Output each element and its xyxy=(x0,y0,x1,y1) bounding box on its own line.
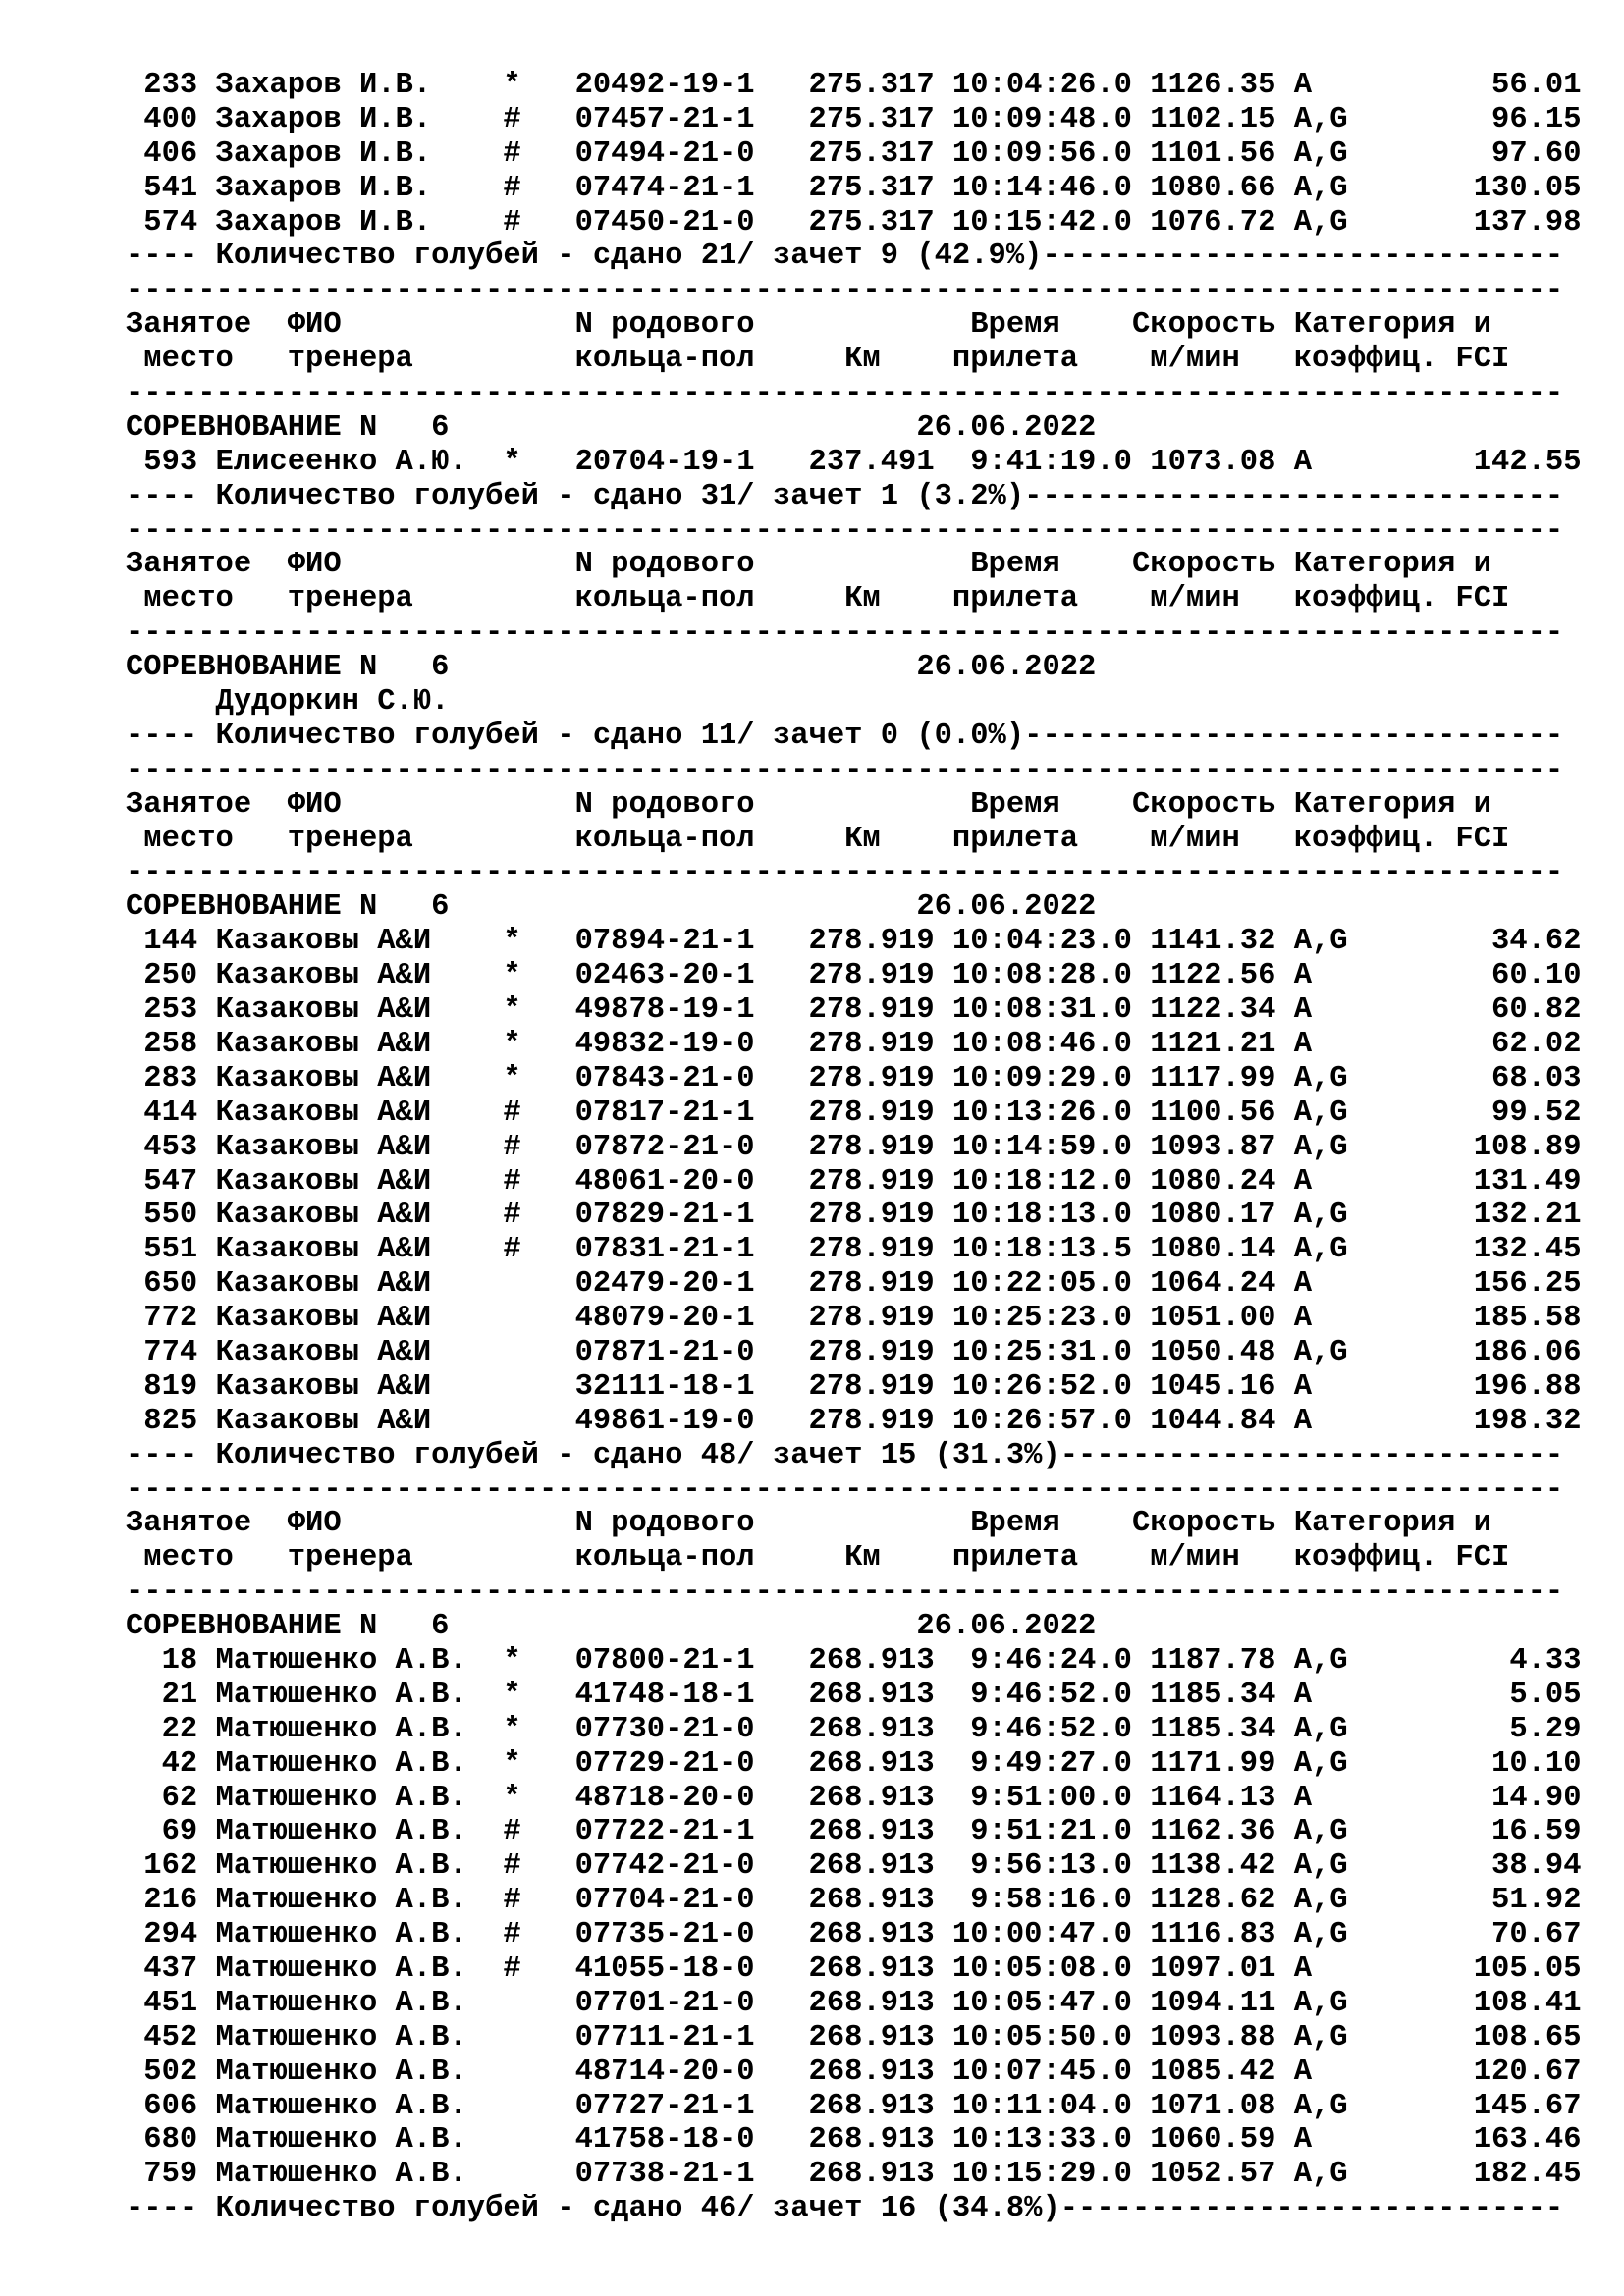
result-row: 294 Матюшенко А.В. # 07735-21-0 268.913 10:00:47.0 1116.83 A,G 70.67 xyxy=(126,1918,1582,1952)
column-header: место тренера кольца-пол Км прилета м/мин коэффиц. FCI xyxy=(126,343,1510,377)
result-row: 283 Казаковы А&И * 07843-21-0 278.919 10:09:29.0 1117.99 A,G 68.03 xyxy=(126,1061,1582,1095)
competition-header: СОРЕВНОВАНИЕ N 6 26.06.2022 xyxy=(126,1610,1097,1644)
competition-header: СОРЕВНОВАНИЕ N 6 26.06.2022 xyxy=(126,410,1097,445)
result-row: 144 Казаковы А&И * 07894-21-1 278.919 10:04:23.0 1141.32 A,G 34.62 xyxy=(126,925,1582,959)
column-header: место тренера кольца-пол Км прилета м/мин коэффиц. FCI xyxy=(126,582,1510,616)
result-row: 451 Матюшенко А.В. 07701-21-0 268.913 10:05:47.0 1094.11 A,G 108.41 xyxy=(126,1986,1582,2020)
result-row: 574 Захаров И.В. # 07450-21-0 275.317 10:15:42.0 1076.72 A,G 137.98 xyxy=(126,205,1582,240)
divider-line: -------------------------------------------------------------------------------- xyxy=(126,856,1564,890)
summary-line: ---- Количество голубей - сдано 46/ зачет 16 (34.8%)---------------------------- xyxy=(126,2192,1564,2226)
result-row: 400 Захаров И.В. # 07457-21-1 275.317 10:09:48.0 1102.15 A,G 96.15 xyxy=(126,102,1582,136)
column-header: Занятое ФИО N родового Время Скорость Категория и xyxy=(126,308,1492,343)
divider-line: -------------------------------------------------------------------------------- xyxy=(126,616,1564,651)
summary-line: ---- Количество голубей - сдано 21/ зачет 9 (42.9%)----------------------------- xyxy=(126,240,1564,274)
result-row: 759 Матюшенко А.В. 07738-21-1 268.913 10:15:29.0 1052.57 A,G 182.45 xyxy=(126,2158,1582,2192)
result-row: 551 Казаковы А&И # 07831-21-1 278.919 10:18:13.5 1080.14 A,G 132.45 xyxy=(126,1233,1582,1267)
result-row: 162 Матюшенко А.В. # 07742-21-0 268.913 9:56:13.0 1138.42 A,G 38.94 xyxy=(126,1849,1582,1884)
result-row: 406 Захаров И.В. # 07494-21-0 275.317 10:09:56.0 1101.56 A,G 97.60 xyxy=(126,136,1582,171)
result-row: 452 Матюшенко А.В. 07711-21-1 268.913 10:05:50.0 1093.88 A,G 108.65 xyxy=(126,2020,1582,2055)
result-row: 258 Казаковы А&И * 49832-19-0 278.919 10:08:46.0 1121.21 A 62.02 xyxy=(126,1027,1582,1061)
result-row: 22 Матюшенко А.В. * 07730-21-0 268.913 9:46:52.0 1185.34 A,G 5.29 xyxy=(126,1712,1582,1746)
column-header: место тренера кольца-пол Км прилета м/мин коэффиц. FCI xyxy=(126,1541,1510,1575)
summary-line: ---- Количество голубей - сдано 11/ зачет 0 (0.0%)------------------------------ xyxy=(126,719,1564,753)
result-row: 437 Матюшенко А.В. # 41055-18-0 268.913 10:05:08.0 1097.01 A 105.05 xyxy=(126,1951,1582,1986)
result-row: 253 Казаковы А&И * 49878-19-1 278.919 10:08:31.0 1122.34 A 60.82 xyxy=(126,993,1582,1028)
summary-line: ---- Количество голубей - сдано 31/ зачет 1 (3.2%)------------------------------ xyxy=(126,479,1564,513)
results-printout xyxy=(126,69,1598,2226)
result-row: 502 Матюшенко А.В. 48714-20-0 268.913 10:07:45.0 1085.42 A 120.67 xyxy=(126,2055,1582,2089)
result-row: 42 Матюшенко А.В. * 07729-21-0 268.913 9:49:27.0 1171.99 A,G 10.10 xyxy=(126,1746,1582,1781)
result-row: 216 Матюшенко А.В. # 07704-21-0 268.913 9:58:16.0 1128.62 A,G 51.92 xyxy=(126,1884,1582,1918)
result-row: 593 Елисеенко А.Ю. * 20704-19-1 237.491 9:41:19.0 1073.08 A 142.55 xyxy=(126,445,1582,479)
result-row: 453 Казаковы А&И # 07872-21-0 278.919 10:14:59.0 1093.87 A,G 108.89 xyxy=(126,1130,1582,1164)
column-header: Занятое ФИО N родового Время Скорость Категория и xyxy=(126,548,1492,582)
participant-line: Дудоркин С.Ю. xyxy=(126,685,450,720)
divider-line: -------------------------------------------------------------------------------- xyxy=(126,274,1564,308)
result-row: 69 Матюшенко А.В. # 07722-21-1 268.913 9:51:21.0 1162.36 A,G 16.59 xyxy=(126,1815,1582,1849)
result-row: 819 Казаковы А&И 32111-18-1 278.919 10:26:52.0 1045.16 A 196.88 xyxy=(126,1369,1582,1404)
result-row: 414 Казаковы А&И # 07817-21-1 278.919 10:13:26.0 1100.56 A,G 99.52 xyxy=(126,1095,1582,1130)
result-row: 250 Казаковы А&И * 02463-20-1 278.919 10:08:28.0 1122.56 A 60.10 xyxy=(126,959,1582,993)
result-row: 233 Захаров И.В. * 20492-19-1 275.317 10:04:26.0 1126.35 A 56.01 xyxy=(126,69,1582,102)
competition-header: СОРЕВНОВАНИЕ N 6 26.06.2022 xyxy=(126,651,1097,685)
column-header: Занятое ФИО N родового Время Скорость Категория и xyxy=(126,787,1492,822)
result-row: 650 Казаковы А&И 02479-20-1 278.919 10:22:05.0 1064.24 A 156.25 xyxy=(126,1267,1582,1302)
result-row: 62 Матюшенко А.В. * 48718-20-0 268.913 9:51:00.0 1164.13 A 14.90 xyxy=(126,1781,1582,1815)
result-row: 680 Матюшенко А.В. 41758-18-0 268.913 10:13:33.0 1060.59 A 163.46 xyxy=(126,2123,1582,2158)
result-row: 774 Казаковы А&И 07871-21-0 278.919 10:25:31.0 1050.48 A,G 186.06 xyxy=(126,1335,1582,1369)
result-row: 550 Казаковы А&И # 07829-21-1 278.919 10:18:13.0 1080.17 A,G 132.21 xyxy=(126,1199,1582,1233)
column-header: Занятое ФИО N родового Время Скорость Категория и xyxy=(126,1507,1492,1541)
result-row: 825 Казаковы А&И 49861-19-0 278.919 10:26:57.0 1044.84 A 198.32 xyxy=(126,1404,1582,1438)
competition-header: СОРЕВНОВАНИЕ N 6 26.06.2022 xyxy=(126,890,1097,925)
divider-line: -------------------------------------------------------------------------------- xyxy=(126,1472,1564,1507)
divider-line: -------------------------------------------------------------------------------- xyxy=(126,1575,1564,1610)
result-row: 18 Матюшенко А.В. * 07800-21-1 268.913 9:46:24.0 1187.78 A,G 4.33 xyxy=(126,1643,1582,1678)
column-header: место тренера кольца-пол Км прилета м/мин коэффиц. FCI xyxy=(126,822,1510,856)
summary-line: ---- Количество голубей - сдано 48/ зачет 15 (31.3%)---------------------------- xyxy=(126,1438,1564,1472)
result-row: 772 Казаковы А&И 48079-20-1 278.919 10:25:23.0 1051.00 A 185.58 xyxy=(126,1302,1582,1336)
result-row: 21 Матюшенко А.В. * 41748-18-1 268.913 9:46:52.0 1185.34 A 5.05 xyxy=(126,1678,1582,1712)
result-row: 547 Казаковы А&И # 48061-20-0 278.919 10:18:12.0 1080.24 A 131.49 xyxy=(126,1164,1582,1199)
result-row: 606 Матюшенко А.В. 07727-21-1 268.913 10:11:04.0 1071.08 A,G 145.67 xyxy=(126,2089,1582,2123)
divider-line: -------------------------------------------------------------------------------- xyxy=(126,377,1564,411)
divider-line: -------------------------------------------------------------------------------- xyxy=(126,753,1564,787)
divider-line: -------------------------------------------------------------------------------- xyxy=(126,513,1564,548)
result-row: 541 Захаров И.В. # 07474-21-1 275.317 10:14:46.0 1080.66 A,G 130.05 xyxy=(126,171,1582,205)
